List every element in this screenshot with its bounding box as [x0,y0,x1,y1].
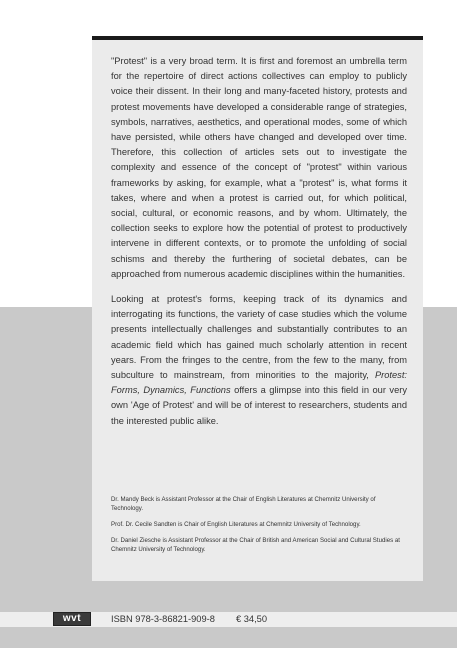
description-p2-end: offers a glimpse into this field in our very own 'Age of Protest' and will be of interest to researchers, students and the interested public alike. [111,385,407,426]
publisher-logo: wvt [53,612,91,626]
book-title-italic: Protest: Forms, Dynamics, Functions [111,370,407,396]
isbn-text: ISBN 978-3-86821-909-8 [111,614,215,624]
description-text [111,54,407,439]
text-panel [92,36,423,581]
bio-daniel-ziesche: Dr. Daniel Ziesche is Assistant Professor at the Chair of British and American Social and Cultural Studies at Chemnitz University of Technology. [111,537,400,553]
price-text: € 34,50 [236,614,268,624]
bio-mandy-beck: Dr. Mandy Beck is Assistant Professor at the Chair of English Literatures at Chemnitz University of Technology. [111,496,376,512]
author-bios [111,495,407,561]
bio-cecile-sandten: Prof. Dr. Cecile Sandten is Chair of English Literatures at Chemnitz University of Technology. [111,521,361,528]
description-p2-start: Looking at protest's forms, keeping track of its dynamics and interrogating its functions, the variety of case studies which the volume presents intellectually challenges and substantially contributes to an academic field which has gained much scholarly attention in recent years. From the fringes to the centre, from the few to the many, from subculture to mainstream, from minorities to the majority, [111,294,407,381]
description-paragraph-2 [111,292,407,429]
description-paragraph-1: "Protest" is a very broad term. It is first and foremost an umbrella term for the repertoire of direct actions collectives can employ to publicly voice their dissent. In their long and many-faceted history, protests and protest movements have developed a considerable range of strategies, symbols, narratives, aesthetics, and operational modes, some of which have persisted, while others have changed and developed over time. Therefore, this collection of articles sets out to investigate the complexity and essence of the concept of "protest" within various frameworks by asking, for example, what a "protest" is, what forms it takes, where and when a protest is carried out, for which political, social, cultural, or economic reasons, and by whom. Ultimately, the collection seeks to explore how the potential of protest to productively intervene in different contexts, or to promote the unfolding of social schisms and thereby the furthering of societal debates, can be approached from numerous academic disciplines within the humanities. [111,56,407,279]
